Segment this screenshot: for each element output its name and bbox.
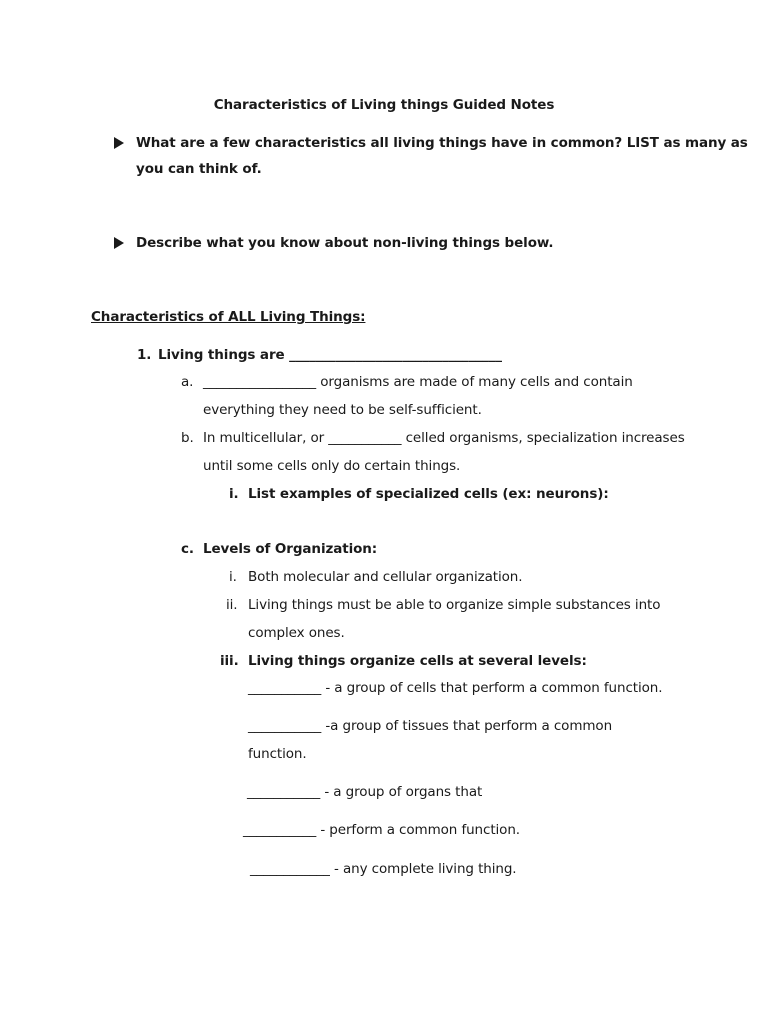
- level-line-organ-system-continued: ___________ - perform a common function.: [243, 822, 520, 838]
- triangle-bullet-icon: [114, 237, 124, 249]
- item-b-i-text: List examples of specialized cells (ex: neurons):: [248, 486, 609, 502]
- level-line-tissue: ___________ - a group of cells that perform a common function.: [248, 680, 663, 696]
- item-c-iii-text: Living things organize cells at several levels:: [248, 653, 587, 669]
- question-1-line-1: What are a few characteristics all living things have in common? LIST as many as: [136, 135, 748, 151]
- item-c-iii-marker: iii.: [220, 653, 239, 669]
- item-c-text: Levels of Organization:: [203, 541, 378, 557]
- triangle-bullet-icon: [114, 137, 124, 149]
- item-a-line-1: _________________ organisms are made of many cells and contain: [203, 374, 633, 390]
- level-line-organ-continued: function.: [248, 746, 307, 762]
- item-c-i-text: Both molecular and cellular organization.: [248, 569, 523, 585]
- item-a-line-2: everything they need to be self-sufficient.: [203, 402, 482, 418]
- item-1-text: Living things are ________________________________: [158, 347, 502, 363]
- question-2: Describe what you know about non-living things below.: [136, 235, 554, 251]
- item-c-i-marker: i.: [229, 569, 237, 585]
- section-heading: Characteristics of ALL Living Things:: [91, 309, 366, 325]
- item-1-number: 1.: [137, 347, 152, 363]
- level-line-organism: ____________ - any complete living thing.: [250, 861, 517, 877]
- item-b-i-marker: i.: [229, 486, 239, 502]
- item-b-line-1: In multicellular, or ___________ celled organisms, specialization increases: [203, 430, 685, 446]
- item-c-ii-line-1: Living things must be able to organize simple substances into: [248, 597, 661, 613]
- item-b-line-2: until some cells only do certain things.: [203, 458, 461, 474]
- level-line-organ-system: ___________ - a group of organs that: [247, 784, 483, 800]
- item-a-marker: a.: [181, 374, 194, 390]
- item-c-ii-marker: ii.: [226, 597, 238, 613]
- item-c-marker: c.: [181, 541, 194, 557]
- item-c-ii-line-2: complex ones.: [248, 625, 345, 641]
- level-line-organ: ___________ -a group of tissues that perform a common: [248, 718, 613, 734]
- page-title: Characteristics of Living things Guided Notes: [213, 97, 555, 113]
- item-b-marker: b.: [181, 430, 194, 446]
- question-1-line-2: you can think of.: [136, 161, 262, 177]
